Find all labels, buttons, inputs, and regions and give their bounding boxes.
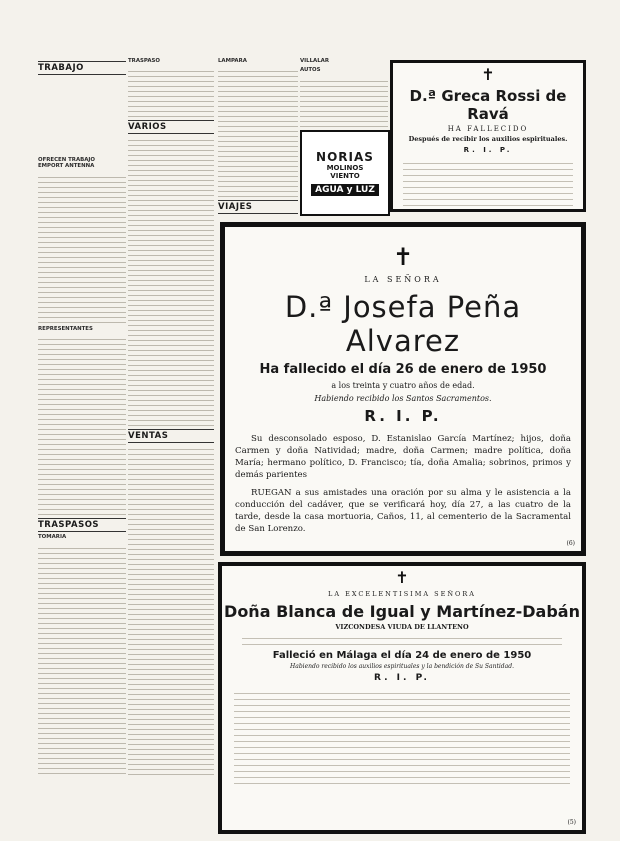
heading-text: LA EXCELENTISIMA SEÑORA: [328, 590, 476, 598]
rip-text: R. I. P.: [463, 146, 513, 154]
funeral-notice: RUEGAN a sus amistades una oración por su alma y le asistencia a la conducción del cadáver, que se verificará hoy, día 27, a las cuatro de la tarde, desde la casa mortuoria, Caños, 11, al cementerio de la Sacramental de San Lorenzo.: [235, 488, 571, 534]
ad-heading: VILLALAR: [300, 58, 329, 64]
obituary-body-block: [403, 158, 573, 206]
classified-ads-block: [128, 445, 214, 775]
noria-title: NORIAS: [316, 150, 374, 164]
deceased-name: D.ª Greca Rossi de Ravá: [409, 87, 567, 123]
classified-ad: [300, 58, 388, 64]
classified-ad: [38, 77, 126, 154]
classified-ads-block: [218, 67, 298, 197]
cross-icon: ✝: [395, 568, 409, 587]
section-head-ventas: VENTAS: [128, 429, 214, 443]
section-head-trabajo: TRABAJO: [38, 61, 126, 75]
deceased-name: D.ª Josefa Peña Alvarez: [284, 290, 522, 358]
ad-heading: EMPORT ANTENNA: [38, 163, 95, 170]
noria-subtitle-2: VIENTO: [330, 172, 360, 180]
sacraments-text: Habiendo recibido los Santos Sacramentos.: [314, 394, 492, 403]
title-text: VIZCONDESA VIUDA DE LLANTENO: [335, 623, 469, 631]
ad-heading: OFRECEN TRABAJO: [38, 156, 95, 163]
deceased-name: Doña Blanca de Igual y Martínez-Dabán: [224, 602, 580, 621]
detail-text: Después de recibir los auxilios espirituales.: [408, 135, 568, 143]
obituary-igual: [218, 562, 586, 834]
sacraments-text: Habiendo recibido los auxilios espirituales y la bendición de Su Santidad.: [290, 663, 514, 670]
ad-heading: REPRESENTANTES: [38, 325, 93, 332]
classified-ads-block: [38, 335, 126, 515]
classified-ads-block: [300, 77, 388, 127]
obituary-rossi: [390, 60, 586, 212]
classified-ads-block: [38, 544, 126, 774]
classified-ads-block: [128, 136, 214, 426]
cross-icon: ✝: [392, 243, 414, 271]
noria-tag: AGUA y LUZ: [311, 184, 379, 196]
classified-ads-block: [128, 67, 214, 117]
rip-text: R. I. P.: [374, 673, 430, 683]
section-head-traspasos: TRASPASOS: [38, 518, 126, 532]
norias-advertisement: [300, 130, 390, 216]
classified-ads-block: [38, 173, 126, 323]
ad-heading: TRASPASO: [128, 58, 160, 64]
classified-ad: [38, 157, 126, 170]
notice-number: (5): [567, 819, 576, 826]
ad-heading: AUTOS: [300, 67, 321, 74]
classified-ad: [38, 326, 126, 332]
classified-ad: [128, 58, 214, 64]
mourners-text: Su desconsolado esposo, D. Estanislao García Martínez; hijos, doña Carmen y doña Natividad; madre, doña Carmen; madre política, doña María; hermano político, D. Francisco; tía, doña Amalia; sobrinos, primos y demás parientes: [235, 434, 571, 480]
noria-subtitle: MOLINOS: [326, 164, 364, 172]
classifieds-column-1: [38, 58, 126, 833]
heading-text: LA SEÑORA: [364, 275, 442, 284]
subtitle-block: [242, 633, 562, 645]
classified-ad: [38, 534, 126, 540]
cross-icon: ✝: [481, 65, 495, 84]
death-date: Falleció en Málaga el día 24 de enero de 1950: [272, 650, 532, 661]
obituary-pena: [220, 222, 586, 556]
section-head-viajes: VIAJES: [218, 200, 298, 214]
ad-heading: TOMARIA: [38, 534, 67, 541]
section-head-varios: VARIOS: [128, 120, 214, 134]
ad-heading: LAMPARA: [218, 58, 247, 64]
death-date: Ha fallecido el día 26 de enero de 1950: [259, 362, 547, 377]
notice-number: (6): [566, 540, 575, 547]
classified-ad: [300, 67, 388, 73]
classified-ad: [218, 58, 298, 64]
status-text: HA FALLECIDO: [447, 125, 529, 133]
age-text: a los treinta y cuatro años de edad.: [331, 381, 475, 390]
classifieds-column-3: [218, 58, 298, 228]
obituary-body-block: [234, 688, 570, 784]
classifieds-column-2: [128, 58, 214, 828]
rip-text: R. I. P.: [364, 407, 442, 425]
